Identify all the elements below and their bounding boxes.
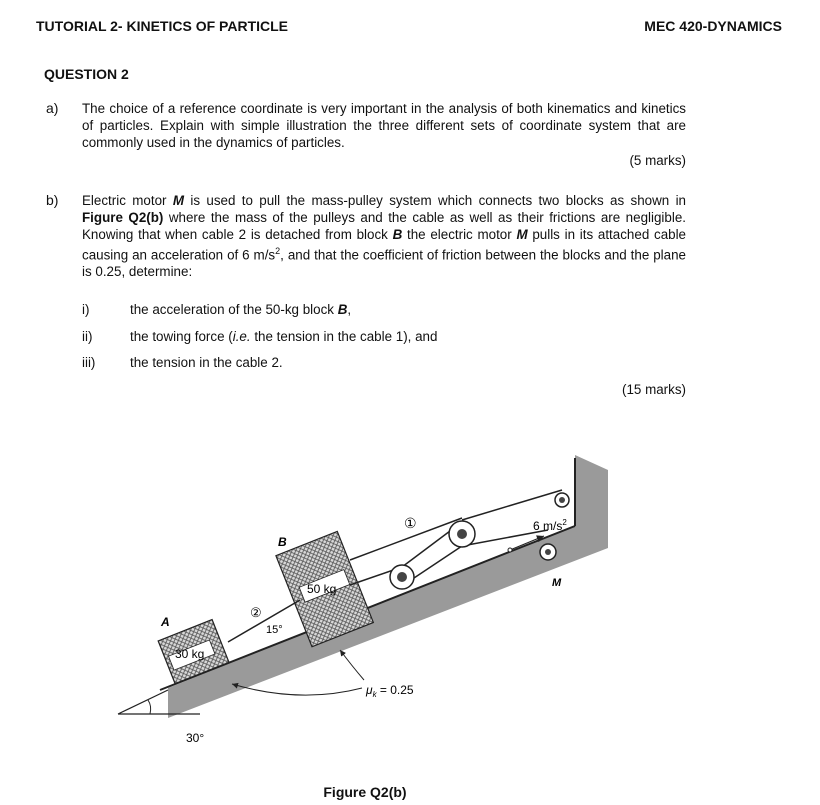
- block-a-mass: 30 kg: [175, 647, 205, 661]
- block-a-letter: A: [161, 615, 170, 629]
- text-segment: is used to pull the mass-pulley system which connects two blocks as shown in: [184, 193, 686, 208]
- item-emphasis: B: [337, 302, 348, 317]
- part-b-marks: (15 marks): [622, 382, 686, 397]
- motor-m-hub: [545, 549, 551, 555]
- motor-symbol: M: [516, 227, 528, 242]
- motor-cable: [462, 490, 562, 520]
- text-segment: where the mass of the pulleys and the cable as well as their frictions are negligible. Knowing that when cable 2 is detached from block: [82, 210, 686, 242]
- item-text: the towing force (: [130, 329, 233, 344]
- item-number: iii): [82, 355, 96, 370]
- friction-leader-b: [340, 650, 364, 680]
- part-b-label: b): [46, 192, 59, 208]
- motor-symbol: M: [172, 193, 184, 208]
- item-text: the tension in the cable 1), and: [250, 329, 438, 344]
- cable-angle-label: 15°: [266, 624, 283, 636]
- part-a-text: The choice of a reference coordinate is very important in the analysis of both kinematics and kinetics of particles. Explain with simple illustration the three different sets of coordinate system that are commonly used in the dynamics of particles.: [82, 101, 686, 150]
- acceleration-label: [533, 518, 567, 533]
- mu-symbol: μ: [366, 683, 373, 697]
- accel-superscript: 2: [562, 518, 567, 527]
- figure-reference: Figure Q2(b): [82, 210, 164, 225]
- block-symbol: B: [392, 227, 403, 242]
- friction-coefficient: [365, 683, 414, 699]
- mu-subscript: k: [372, 690, 377, 699]
- item-number: ii): [82, 329, 93, 344]
- motor-label: M: [552, 577, 562, 589]
- cable-1-label: ①: [404, 515, 417, 531]
- pulley-lower-hub: [397, 572, 407, 582]
- item-text: ,: [347, 302, 352, 317]
- incline-angle-label: 30°: [186, 731, 205, 745]
- block-b-letter: B: [278, 535, 287, 549]
- figure-caption: Figure Q2(b): [323, 784, 407, 800]
- item-number: i): [82, 302, 90, 317]
- block-b-mass: 50 kg: [307, 582, 337, 596]
- header-title-left: TUTORIAL 2- KINETICS OF PARTICLE: [36, 18, 289, 34]
- pulley-upper-hub: [457, 529, 467, 539]
- item-text: the acceleration of the 50-kg block: [130, 302, 338, 317]
- text-segment: the electric motor: [402, 227, 517, 242]
- question-title: QUESTION 2: [44, 66, 129, 82]
- superscript: 2: [275, 246, 281, 256]
- text-segment: pulls in its attached cable causing an acceleration of 6 m/s: [82, 227, 687, 263]
- inclined-plane: [168, 455, 608, 718]
- part-a-label: a): [46, 100, 59, 116]
- cable-2: [228, 600, 300, 642]
- wall-anchor-hub: [559, 497, 565, 503]
- part-a-marks: (5 marks): [629, 153, 686, 168]
- item-text: the tension in the cable 2.: [130, 355, 283, 370]
- accel-value: 6 m/s: [533, 519, 563, 533]
- header-course-code: MEC 420-DYNAMICS: [644, 18, 782, 34]
- arrow-tail-dot: [508, 548, 512, 552]
- text-segment: Electric motor: [82, 193, 173, 208]
- angle-arc: [148, 700, 151, 714]
- text-segment: , and that the coefficient of friction between the blocks and the plane is 0.25, determine:: [82, 247, 686, 280]
- cable-2-label: ②: [250, 605, 262, 620]
- mu-value: = 0.25: [376, 683, 414, 697]
- item-emphasis: i.e.: [232, 329, 251, 344]
